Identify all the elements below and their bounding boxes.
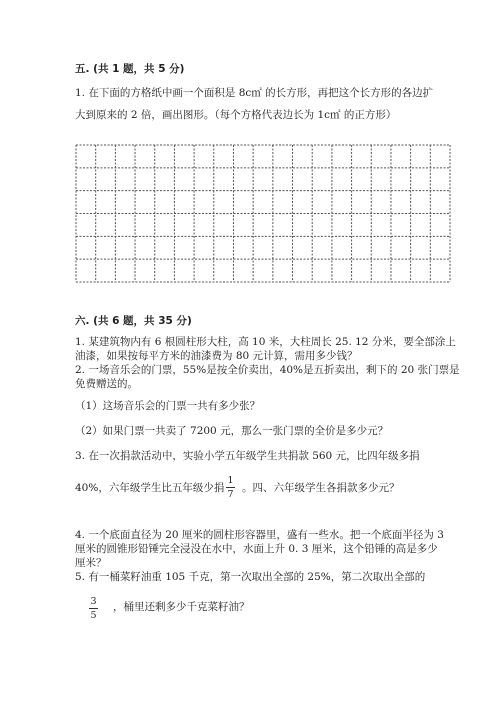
s6-q3-line1: 3. 在一次捐款活动中，实验小学五年级学生共捐款 560 元，比四年级多捐 (75, 450, 420, 462)
s6-q2-sub1: （1）这场音乐会的门票一共有多少张？ (75, 400, 261, 412)
s6-q4-line2: 厘米的圆锥形铅锤完全浸没在水中，水面上升 0. 3 厘米，这个铅锤的高是多少 (75, 543, 438, 555)
fraction-denominator: 7 (227, 489, 234, 500)
s5-q1-line1: 1. 在下面的方格纸中画一个面积是 8c㎡ 的长方形，再把这个长方形的各边扩 (75, 87, 434, 99)
section6-heading: 六. (共 6 题，共 35 分) (75, 315, 192, 327)
s6-q5-line1: 5. 有一桶菜籽油重 105 千克，第一次取出全部的 25%，第二次取出全部的 (75, 571, 426, 583)
s6-q1-line1: 1. 某建筑物内有 6 根圆柱形大柱，高 10 米，大柱周长 25. 12 分米，要全部涂上 (75, 336, 456, 348)
fraction-denominator: 5 (90, 610, 97, 621)
s6-q5-line2: ，桶里还剩多少千克菜籽油？ (113, 601, 250, 613)
fraction-numerator: 1 (227, 475, 234, 486)
square-grid-paper[interactable] (75, 144, 451, 283)
s6-q3-line2a: 40%，六年级学生比五年级少捐 (75, 482, 225, 494)
s6-q4-line1: 4. 一个底面直径为 20 厘米的圆柱形容器里，盛有一些水。把一个底面半径为 3 (75, 529, 444, 541)
section5-heading: 五. (共 1 题，共 5 分) (75, 63, 185, 75)
s6-q2-sub2: （2）如果门票一共卖了 7200 元，那么一张门票的全价是多少元？ (75, 425, 389, 437)
s5-q1-line2: 大到原来的 2 倍，画出图形。（每个方格代表边长为 1c㎡ 的正方形） (75, 109, 397, 121)
s6-q2-line2: 免费赠送的。 (75, 378, 138, 390)
fraction-numerator: 3 (90, 596, 97, 607)
s6-q4-line3: 厘米？ (75, 557, 107, 569)
fraction-bar (89, 608, 98, 609)
s6-q3-fraction (226, 475, 235, 500)
s6-q3-line2b: 。四、六年级学生各捐款多少元？ (242, 482, 400, 494)
s6-q1-line2: 油漆，如果按每平方米的油漆费为 80 元计算，需用多少钱？ (75, 350, 358, 362)
s6-q5-fraction (89, 596, 98, 621)
s6-q2-line1: 2. 一场音乐会的门票，55%是按全价卖出，40%是五折卖出，剩下的 20 张门票是 (75, 364, 460, 376)
fraction-bar (226, 487, 235, 488)
